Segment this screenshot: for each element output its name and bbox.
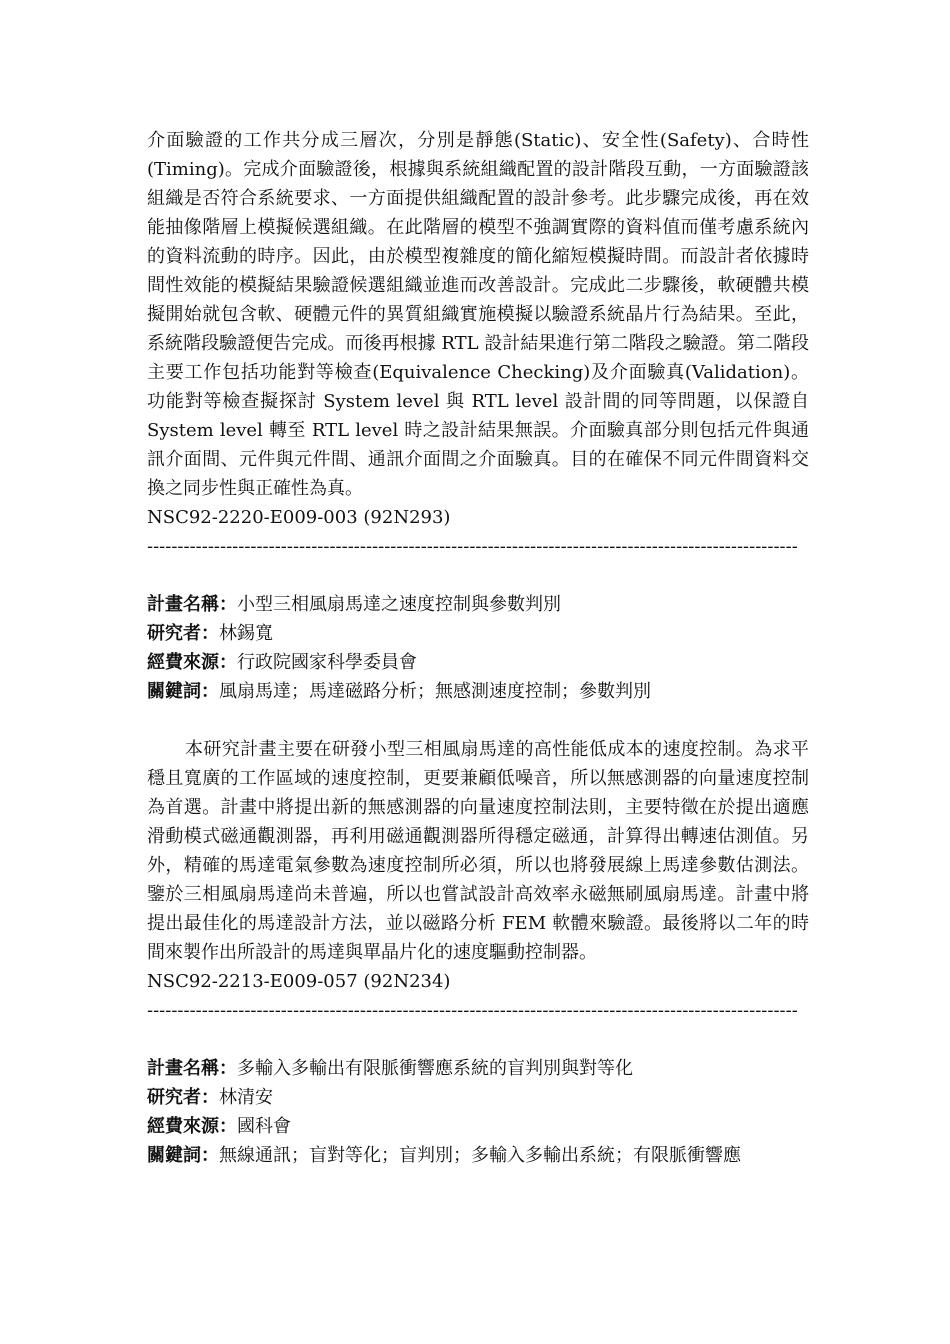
project-name-row	[147, 1054, 809, 1083]
project-code: NSC92-2213-E009-057 (92N234)	[147, 971, 451, 992]
researcher: 林錫寬	[219, 623, 273, 644]
keywords-row	[147, 1141, 809, 1170]
project-entry	[147, 590, 809, 1025]
project-name: 小型三相風扇馬達之速度控制與參數判別	[237, 594, 561, 615]
section-divider: -----------------------------------------------------------------------------------------------------------	[147, 1000, 798, 1021]
researcher-row	[147, 619, 809, 648]
intro-paragraph: 介面驗證的工作共分成三層次，分別是靜態(Static)、安全性(Safety)、合時性(Timing)。完成介面驗證後，根據與系統組織配置的設計階段互動，一方面驗證該組織是否符合系統要求、一方面提供組織配置的設計參考。此步驟完成後，再在效能抽像階層上模擬候選組織。在此階層的模型不強調實際的資料值而僅考慮系統內的資料流動的時序。因此，由於模型複雜度的簡化縮短模擬時間。而設計者依據時間性效能的模擬結果驗證候選組織並進而改善設計。完成此二步驟後，軟硬體共模擬開始就包含軟、硬體元件的異質組織實施模擬以驗證系統晶片行為結果。至此，系統階段驗證便告完成。而後再根據 RTL 設計結果進行第二階段之驗證。第二階段主要工作包括功能對等檢查(Equivalence Checking)及介面驗真(Validation)。功能對等檢查擬探討 System level 與 RTL level 設計間的同等問題，以保證自 System level 轉至 RTL level 時之設計結果無誤。介面驗真部分則包括元件與通訊介面間、元件與元件間、通訊介面間之介面驗真。目的在確保不同元件間資料交換之同步性與正確性為真。	[147, 130, 809, 499]
intro-project-code: NSC92-2220-E009-003 (92N293)	[147, 507, 451, 528]
section-divider: -----------------------------------------------------------------------------------------------------------	[147, 536, 798, 557]
funding-row	[147, 1112, 809, 1141]
funding-source: 國科會	[237, 1116, 291, 1137]
project-entry	[147, 1054, 809, 1170]
page-content	[147, 126, 809, 1170]
funding-source: 行政院國家科學委員會	[237, 652, 417, 673]
blank-line	[147, 561, 809, 590]
project-name: 多輸入多輸出有限脈衝響應系統的盲判別與對等化	[237, 1058, 633, 1079]
keywords-label: 關鍵詞：	[147, 681, 219, 702]
project-name-row	[147, 590, 809, 619]
researcher-label: 研究者：	[147, 623, 219, 644]
project-name-label: 計畫名稱：	[147, 594, 237, 615]
keywords-label: 關鍵詞：	[147, 1145, 219, 1166]
researcher-label: 研究者：	[147, 1087, 219, 1108]
researcher: 林清安	[219, 1087, 273, 1108]
funding-row	[147, 648, 809, 677]
blank-line	[147, 706, 809, 735]
blank-line	[147, 1025, 809, 1054]
funding-label: 經費來源：	[147, 652, 237, 673]
keywords: 無線通訊；盲對等化；盲判別；多輸入多輸出系統；有限脈衝響應	[219, 1145, 741, 1166]
researcher-row	[147, 1083, 809, 1112]
keywords-row	[147, 677, 809, 706]
project-abstract: 本研究計畫主要在研發小型三相風扇馬達的高性能低成本的速度控制。為求平穩且寬廣的工作區域的速度控制，更要兼顧低噪音，所以無感測器的向量速度控制為首選。計畫中將提出新的無感測器的向量速度控制法則，主要特徵在於提出適應滑動模式磁通觀測器，再利用磁通觀測器所得穩定磁通，計算得出轉速估測值。另外，精確的馬達電氣參數為速度控制所必須，所以也將發展線上馬達參數估測法。鑒於三相風扇馬達尚未普遍，所以也嘗試設計高效率永磁無刷風扇馬達。計畫中將提出最佳化的馬達設計方法，並以磁路分析 FEM 軟體來驗證。最後將以二年的時間來製作出所設計的馬達與單晶片化的速度驅動控制器。	[147, 739, 809, 963]
keywords: 風扇馬達；馬達磁路分析；無感測速度控制；參數判別	[219, 681, 651, 702]
project-name-label: 計畫名稱：	[147, 1058, 237, 1079]
funding-label: 經費來源：	[147, 1116, 237, 1137]
